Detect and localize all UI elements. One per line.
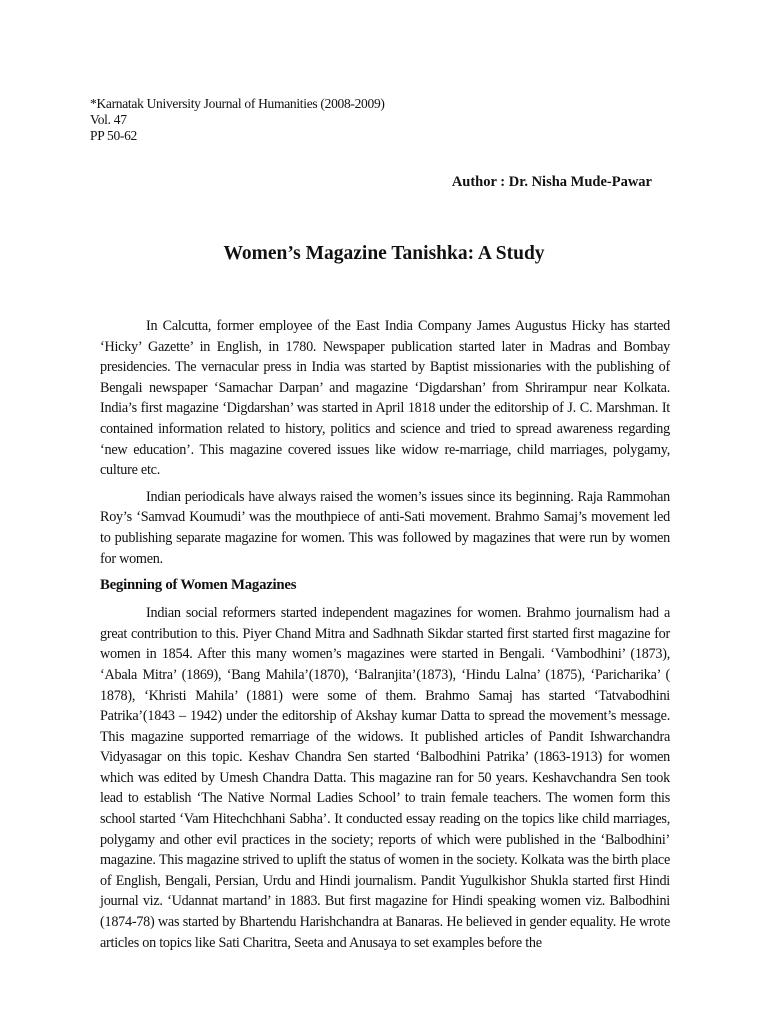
article-title: Women’s Magazine Tanishka: A Study (223, 243, 545, 264)
paragraph-1: In Calcutta, former employee of the East India Company James Augustus Hicky has started ‘Hicky’ Gazette’ in English, in 1780. Newspaper publication started later in Madras and Bombay presidencies. The vernacular press in India was started by Baptist missionaries with the publishing of Bengali newspaper ‘Samachar Darpan’ and magazine ‘Digdarshan’ from Shrirampur near Kolkata. India’s first magazine ‘Digdarshan’ was started in April 1818 under the editorship of J. C. Marshman. It contained information related to history, politics and science and tried to spread awareness regarding ‘new education’. This magazine covered issues like widow re-marriage, child marriages, polygamy, culture etc. (100, 318, 670, 479)
article-body (100, 316, 670, 953)
section-heading: Beginning of Women Magazines (100, 577, 297, 594)
journal-citation (90, 96, 385, 144)
paragraph-2: Indian periodicals have always raised the women’s issues since its beginning. Raja Rammohan Roy’s ‘Samvad Koumudi’ was the mouthpiece of anti-Sati movement. Brahmo Samaj’s movement led to publishing separate magazine for women. This was followed by magazines that were run by women for women. (100, 488, 670, 567)
journal-pages: PP 50-62 (90, 128, 137, 143)
journal-volume: Vol. 47 (90, 112, 127, 127)
journal-name: *Karnatak University Journal of Humanities (2008-2009) (90, 96, 385, 111)
author-line: Author : Dr. Nisha Mude-Pawar (451, 174, 652, 190)
section-paragraph: Indian social reformers started independent magazines for women. Brahmo journalism had a great contribution to this. Piyer Chand Mitra and Sadhnath Sikdar started first started first magazine for women in 1854. After this many women’s magazines were started in Bengali. ‘Vambodhini’ (1873), ‘Abala Mitra’ (1869), ‘Bang Mahila’(1870), ‘Balranjita’(1873), ‘Hindu Lalna’ (1875), ‘Paricharika’ ( 1878), ‘Khristi Mahila’ (1881) were some of them. Brahmo Samaj has started ‘Tatvabodhini Patrika’(1843 – 1942) under the editorship of Akshay kumar Datta to spread the movement’s message. This magazine supported remarriage of the widows. It published articles of Pandit Ishwarchandra Vidyasagar on this topic. Keshav Chandra Sen started ‘Balbodhini Patrika’ (1863-1913) for women which was edited by Umesh Chandra Datta. This magazine ran for 50 years. Keshavchandra Sen took lead to establish ‘The Native Normal Ladies School’ to train female teachers. The women form this school started ‘Vam Hitechchhani Sabha’. It conducted essay reading on the topics like child marriages, polygamy and other evil practices in the society; reports of which were published in the ‘Balbodhini’ magazine. This magazine strived to uplift the status of women in the society. Kolkata was the birth place of English, Bengali, Persian, Urdu and Hindi journalism. Pandit Yugulkishor Shukla started first Hindi journal viz. ‘Udannat martand’ in 1883. But first magazine for Hindi speaking women viz. Balbodhini (1874-78) was started by Bhartendu Harishchandra at Banaras. He believed in gender equality. He wrote articles on topics like Sati Charitra, Seeta and Anusaya to set examples before the (100, 605, 670, 951)
